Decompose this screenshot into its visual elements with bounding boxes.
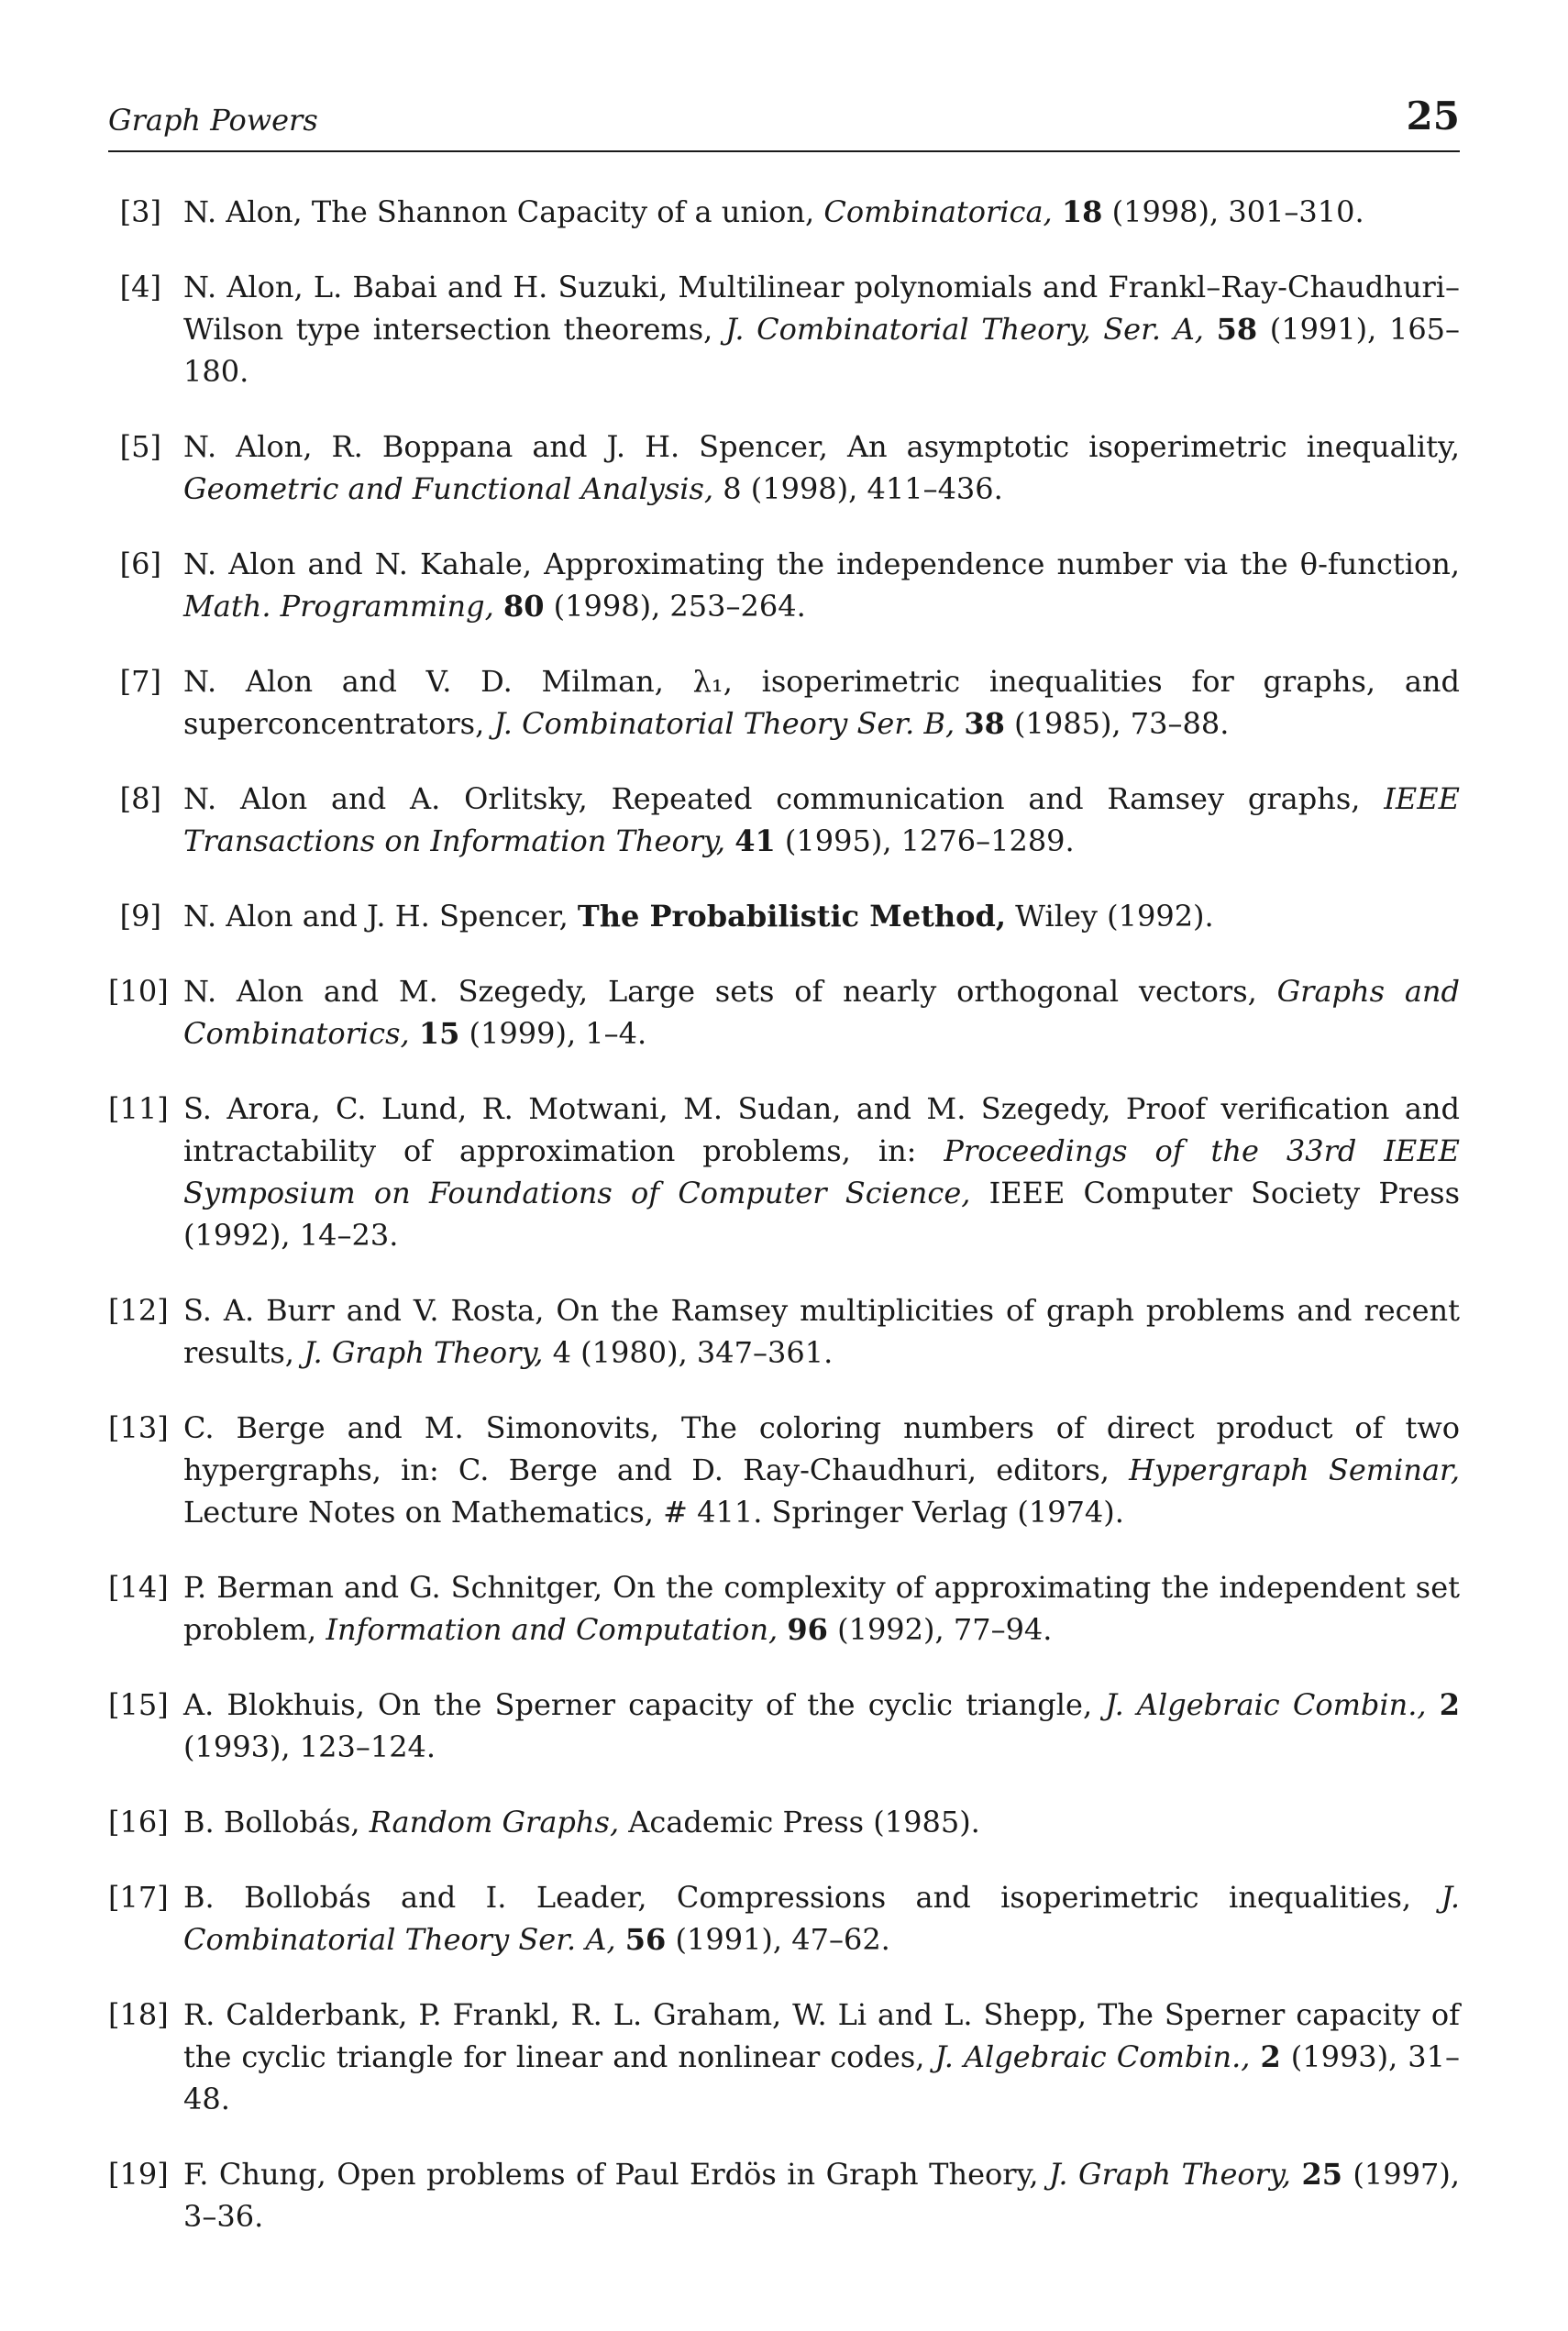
reference-number: [7] [119, 664, 161, 699]
reference-bold-segment: 15 [418, 1016, 460, 1051]
reference-segment: (1991), 165–180. [183, 312, 1461, 389]
reference-segment [1250, 2039, 1260, 2074]
reference-italic-segment: Geometric and Functional Analysis, [183, 471, 714, 506]
reference-segment [616, 1922, 625, 1957]
reference-italic-segment: J. Combinatorial Theory Ser. B, [493, 706, 955, 741]
reference-italic-segment: Information and Computation, [326, 1612, 778, 1647]
reference-segment: N. Alon, L. Babai and H. Suzuki, Multilinear polynomials and Frankl–Ray-Chaudhuri–Wilson type intersection theorems, [183, 270, 1460, 347]
reference-segment: (1997), 3–36. [183, 2157, 1461, 2234]
reference-text [183, 970, 1460, 1055]
reference-segment: (1992), 77–94. [827, 1612, 1053, 1647]
reference-italic-segment: J. Graph Theory, [304, 1335, 544, 1370]
reference-number: [14] [108, 1570, 169, 1605]
reference-italic-segment: Graphs and Combinatorics, [183, 974, 1461, 1051]
reference-segment [1204, 312, 1217, 347]
reference-number: [17] [108, 1880, 169, 1915]
reference-text [183, 266, 1460, 392]
reference-number: [11] [108, 1091, 169, 1126]
reference-number: [19] [108, 2157, 169, 2192]
reference-item [108, 1088, 1460, 1256]
reference-bold-segment: 58 [1216, 312, 1258, 347]
reference-segment: F. Chung, Open problems of Paul Erdös in Graph Theory, [183, 2157, 1050, 2192]
reference-bold-segment: 18 [1061, 194, 1103, 229]
reference-item [108, 1407, 1460, 1533]
reference-number: [15] [108, 1687, 169, 1722]
reference-item [108, 1289, 1460, 1374]
reference-segment: (1993), 31–48. [183, 2039, 1461, 2116]
reference-segment [1291, 2157, 1301, 2192]
reference-item [108, 266, 1460, 392]
reference-bold-segment: 96 [787, 1612, 828, 1647]
reference-segment: (1999), 1–4. [459, 1016, 647, 1051]
reference-segment [410, 1016, 419, 1051]
reference-italic-segment: J. Combinatorial Theory Ser. A, [183, 1880, 1460, 1957]
page-number: 25 [1406, 94, 1460, 138]
reference-bold-segment: 2 [1439, 1687, 1461, 1722]
reference-segment: (1985), 73–88. [1004, 706, 1230, 741]
reference-item [108, 1566, 1460, 1651]
reference-number: [8] [119, 781, 161, 816]
reference-number: [6] [119, 547, 161, 581]
reference-number: [4] [119, 270, 161, 304]
reference-italic-segment: Random Graphs, [369, 1805, 620, 1839]
reference-number: [10] [108, 974, 169, 1009]
reference-segment: (1998), 301–310. [1102, 194, 1364, 229]
reference-item [108, 895, 1460, 937]
reference-segment: IEEE Computer Society Press (1992), 14–23. [183, 1176, 1461, 1253]
reference-number: [5] [119, 429, 161, 464]
reference-italic-segment: IEEE Transactions on Information Theory, [183, 781, 1460, 858]
reference-item [108, 191, 1460, 233]
reference-segment: N. Alon and N. Kahale, Approximating the independence number via the θ-function, [183, 547, 1460, 581]
reference-item [108, 1876, 1460, 1961]
reference-segment: S. Arora, C. Lund, R. Motwani, M. Sudan, and M. Szegedy, Proof verification and intractability of approximation problems, in: [183, 1091, 1460, 1168]
reference-segment: (1998), 253–264. [544, 589, 806, 624]
reference-number: [13] [108, 1410, 169, 1445]
reference-text [183, 778, 1460, 862]
reference-italic-segment: J. Algebraic Combin., [1105, 1687, 1427, 1722]
reference-segment: Academic Press (1985). [619, 1805, 980, 1839]
reference-segment [725, 823, 734, 858]
reference-italic-segment: J. Algebraic Combin., [934, 2039, 1251, 2074]
reference-segment: S. A. Burr and V. Rosta, On the Ramsey multiplicities of graph problems and recent results, [183, 1293, 1460, 1370]
reference-text [183, 1801, 1460, 1843]
reference-italic-segment: Math. Programming, [183, 589, 494, 624]
reference-item [108, 1684, 1460, 1768]
reference-text [183, 1088, 1460, 1256]
reference-text [183, 1289, 1460, 1374]
reference-number: [16] [108, 1805, 169, 1839]
reference-segment [778, 1612, 787, 1647]
reference-segment [1053, 194, 1062, 229]
reference-segment: R. Calderbank, P. Frankl, R. L. Graham, W. Li and L. Shepp, The Sperner capacity of the cyclic triangle for linear and nonlinear codes, [183, 1997, 1460, 2074]
reference-segment: 8 (1998), 411–436. [713, 471, 1003, 506]
reference-bold-segment: 25 [1301, 2157, 1342, 2192]
reference-italic-segment: Proceedings of the 33rd IEEE Symposium on Foundations of Computer Science, [183, 1133, 1461, 1210]
reference-italic-segment: J. Graph Theory, [1049, 2157, 1291, 2192]
reference-segment: (1993), 123–124. [183, 1729, 436, 1764]
reference-text [183, 1407, 1460, 1533]
reference-italic-segment: Combinatorica, [823, 194, 1053, 229]
reference-segment [1427, 1687, 1440, 1722]
reference-segment: (1991), 47–62. [666, 1922, 890, 1957]
reference-segment [955, 706, 964, 741]
reference-bold-segment: 38 [964, 706, 1005, 741]
reference-segment: B. Bollobás, [183, 1805, 370, 1839]
reference-text [183, 191, 1460, 233]
reference-bold-segment: 2 [1260, 2039, 1281, 2074]
running-title: Graph Powers [108, 103, 318, 138]
reference-segment: (1995), 1276–1289. [775, 823, 1075, 858]
reference-item [108, 543, 1460, 627]
reference-text [183, 1566, 1460, 1651]
reference-item [108, 970, 1460, 1055]
running-header [108, 94, 1460, 152]
reference-bold-segment: 80 [502, 589, 545, 624]
reference-segment: B. Bollobás and I. Leader, Compressions and isoperimetric inequalities, [183, 1880, 1441, 1915]
reference-segment: C. Berge and M. Simonovits, The coloring numbers of direct product of two hypergraphs, in: C. Berge and D. Ray-Chaudhuri, editors, [183, 1410, 1460, 1487]
reference-segment: N. Alon, The Shannon Capacity of a union, [183, 194, 824, 229]
reference-italic-segment: J. Combinatorial Theory, Ser. A, [724, 312, 1204, 347]
reference-number: [9] [119, 899, 161, 934]
reference-number: [3] [119, 194, 161, 229]
reference-text [183, 425, 1460, 510]
reference-segment: Wiley (1992). [1005, 899, 1214, 934]
reference-segment: A. Blokhuis, On the Sperner capacity of the cyclic triangle, [183, 1687, 1106, 1722]
reference-segment: N. Alon and M. Szegedy, Large sets of nearly orthogonal vectors, [183, 974, 1277, 1009]
reference-text [183, 543, 1460, 627]
reference-item [108, 2153, 1460, 2237]
reference-text [183, 1684, 1460, 1768]
reference-bold-segment: The Probabilistic Method, [577, 899, 1006, 934]
reference-segment: N. Alon and J. H. Spencer, [183, 899, 578, 934]
reference-text [183, 660, 1460, 745]
reference-number: [12] [108, 1293, 169, 1328]
reference-segment: N. Alon, R. Boppana and J. H. Spencer, An asymptotic isoperimetric inequality, [183, 429, 1460, 464]
reference-text [183, 2153, 1460, 2237]
reference-item [108, 660, 1460, 745]
reference-item [108, 778, 1460, 862]
reference-italic-segment: Hypergraph Seminar, [1129, 1453, 1461, 1487]
reference-segment [494, 589, 503, 624]
reference-text [183, 1876, 1460, 1961]
reference-text [183, 895, 1460, 937]
reference-item [108, 425, 1460, 510]
reference-segment: N. Alon and V. D. Milman, λ₁, isoperimetric inequalities for graphs, and superconcentrators, [183, 664, 1460, 741]
reference-list [108, 191, 1460, 2270]
reference-item [108, 1994, 1460, 2120]
reference-segment: 4 (1980), 347–361. [543, 1335, 834, 1370]
reference-bold-segment: 41 [734, 823, 776, 858]
reference-item [108, 1801, 1460, 1843]
reference-segment: P. Berman and G. Schnitger, On the complexity of approximating the independent set problem, [183, 1570, 1460, 1647]
reference-bold-segment: 56 [624, 1922, 667, 1957]
reference-text [183, 1994, 1460, 2120]
reference-number: [18] [108, 1997, 169, 2032]
reference-segment: N. Alon and A. Orlitsky, Repeated communication and Ramsey graphs, [183, 781, 1385, 816]
reference-segment: Lecture Notes on Mathematics, # 411. Springer Verlag (1974). [183, 1495, 1124, 1530]
